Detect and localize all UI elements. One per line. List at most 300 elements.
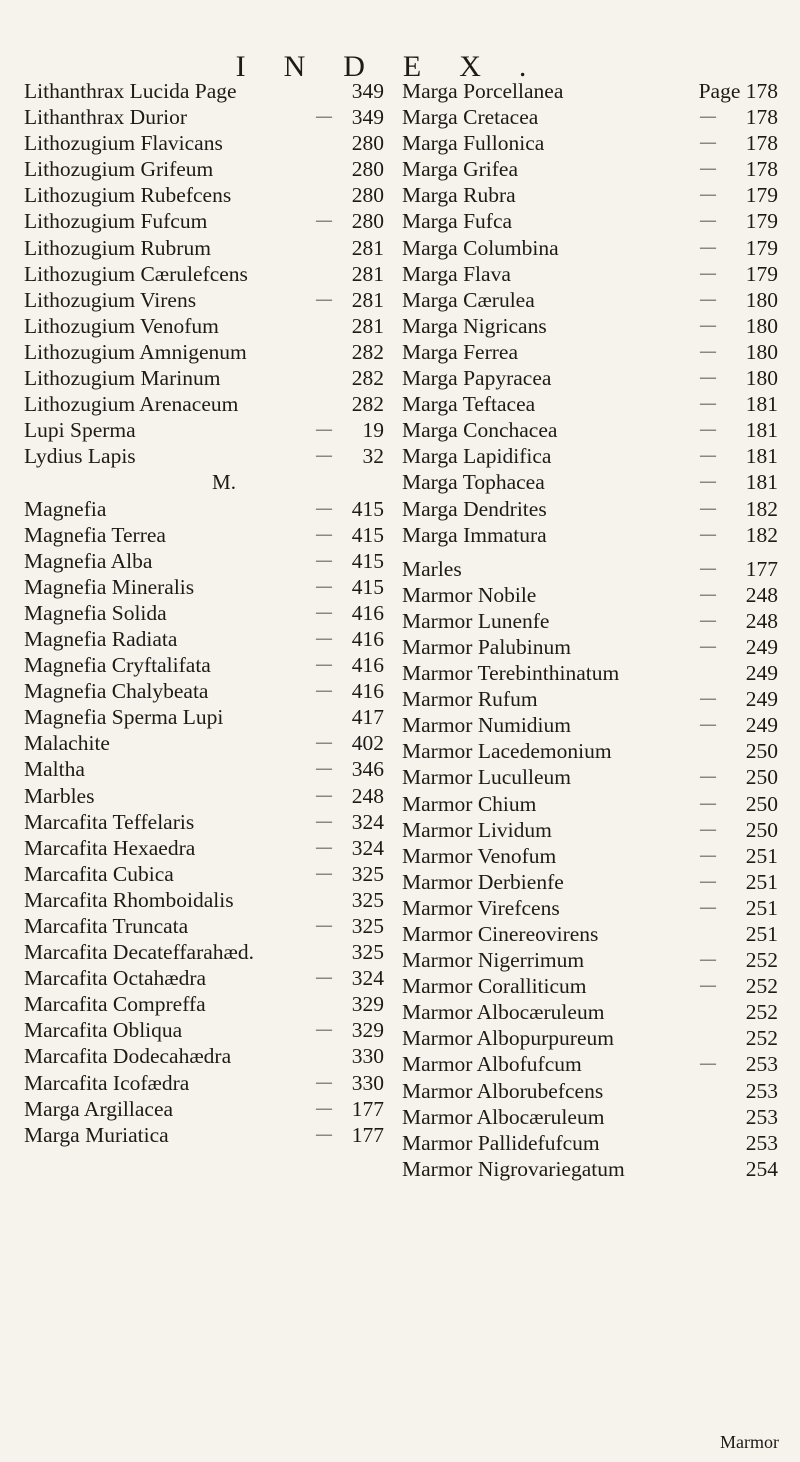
leader-dash: — (316, 1125, 332, 1143)
entry-name: Marga Cærulea (402, 287, 535, 312)
entry-page-number: 252 (745, 1026, 778, 1051)
leader-dash: — (700, 1055, 716, 1073)
index-entry (402, 843, 778, 869)
leader-dash: — (316, 969, 332, 987)
entry-page-number: 178 (745, 157, 778, 182)
index-entry (24, 443, 384, 469)
index-entry (402, 1025, 778, 1051)
index-entry (402, 156, 778, 182)
index-entry (402, 582, 778, 608)
index-entry (402, 712, 778, 738)
leader-dash: — (316, 447, 332, 465)
entry-page-number: 325 (351, 914, 384, 938)
entry-page-number: 415 (351, 548, 384, 573)
leader-dash: — (700, 369, 716, 387)
entry-name: Marmor Lacedemonium (402, 739, 612, 764)
entry-name: Marmor Venofum (402, 843, 557, 868)
index-entry (402, 1051, 778, 1077)
index-entry (402, 417, 778, 443)
entry-name: Marcafita Compreffa (24, 992, 206, 1017)
index-entry (24, 730, 384, 756)
index-entry (402, 921, 778, 947)
entry-name: Marga Lapidifica (402, 444, 552, 469)
entry-name: Marmor Albofufcum (402, 1052, 582, 1077)
entry-name: Magnefia Solida (24, 600, 167, 625)
entry-name: Lithozugium Cærulefcens (24, 261, 248, 286)
entry-page-number: 416 (351, 653, 384, 678)
entry-name: Magnefia Alba (24, 548, 153, 573)
index-entry (402, 764, 778, 790)
index-entry (402, 313, 778, 339)
entry-name: Marmor Terebinthinatum (402, 661, 620, 686)
leader-dash: — (316, 1073, 332, 1091)
leader-dash: — (316, 525, 332, 543)
entry-name: Magnefia Cryftalifata (24, 653, 211, 678)
leader-dash: — (316, 551, 332, 569)
entry-page-number: Page 178 (698, 79, 778, 103)
index-entry (402, 556, 778, 582)
entry-page-number: 402 (351, 731, 384, 756)
index-entry (402, 365, 778, 391)
entry-page-number: 253 (745, 1130, 778, 1155)
entry-page-number: 325 (351, 940, 384, 965)
entry-page-number: 32 (362, 444, 384, 469)
entry-page-number: 248 (745, 582, 778, 607)
index-entry (402, 130, 778, 156)
entry-name: Marmor Albocæruleum (402, 1104, 605, 1129)
index-entry (24, 235, 384, 261)
index-entry (24, 678, 384, 704)
leader-dash: — (316, 812, 332, 830)
section-letter: M. (212, 470, 236, 495)
entry-page-number: 249 (745, 713, 778, 738)
entry-page-number: 252 (745, 948, 778, 973)
entry-name: Marga Porcellanea (402, 79, 564, 103)
entry-page-number: 349 (351, 79, 384, 103)
entry-page-number: 251 (745, 895, 778, 920)
entry-page-number: 249 (745, 687, 778, 712)
leader-dash: — (700, 108, 716, 126)
entry-name: Lithozugium Virens (24, 287, 197, 312)
index-entry (402, 791, 778, 817)
entry-page-number: 415 (351, 496, 384, 521)
index-entry (24, 313, 384, 339)
entry-name: Marcafita Decateffarahæd. (24, 940, 254, 965)
entry-page-number: 324 (351, 966, 384, 991)
entry-page-number: 329 (351, 1018, 384, 1043)
entry-page-number: 417 (351, 705, 384, 730)
leader-dash: — (700, 820, 716, 838)
entry-page-number: 280 (351, 209, 384, 234)
leader-dash: — (700, 525, 716, 543)
entry-page-number: 346 (351, 757, 384, 782)
entry-name: Marles (402, 556, 462, 581)
index-entry (24, 574, 384, 600)
entry-name: Magnefia Mineralis (24, 574, 195, 599)
entry-name: Marmor Chium (402, 791, 537, 816)
index-entry (402, 104, 778, 130)
index-column-left (24, 78, 384, 1148)
leader-dash: — (700, 238, 716, 256)
index-entry (402, 869, 778, 895)
entry-name: Magnefia Chalybeata (24, 679, 209, 704)
entry-page-number: 325 (351, 861, 384, 886)
index-entry (402, 443, 778, 469)
entry-name: Marmor Alborubefcens (402, 1078, 604, 1103)
entry-name: Marmor Cinereovirens (402, 922, 599, 946)
entry-name: Marcafita Octahædra (24, 966, 207, 991)
index-entry (24, 704, 384, 730)
index-entry (24, 130, 384, 156)
index-entry (402, 496, 778, 522)
entry-name: Marga Tophacea (402, 470, 545, 495)
entry-page-number: 181 (745, 392, 778, 417)
leader-dash: — (316, 838, 332, 856)
leader-dash: — (316, 421, 332, 439)
index-entry (24, 887, 384, 913)
index-entry (402, 1130, 778, 1156)
entry-page-number: 248 (351, 783, 384, 808)
index-entry (24, 391, 384, 417)
entry-page-number: 177 (351, 1096, 384, 1121)
entry-page-number: 416 (351, 600, 384, 625)
entry-name: Lithozugium Flavicans (24, 131, 223, 156)
leader-dash: — (316, 864, 332, 882)
leader-dash: — (316, 577, 332, 595)
index-entry (24, 182, 384, 208)
entry-page-number: 329 (351, 992, 384, 1017)
entry-name: Marmor Virefcens (402, 895, 560, 920)
page-header: INDEX. (235, 50, 565, 83)
leader-dash: — (700, 473, 716, 491)
entry-page-number: 253 (745, 1078, 778, 1103)
leader-dash: — (700, 342, 716, 360)
index-entry (24, 809, 384, 835)
entry-page-number: 281 (351, 287, 384, 312)
index-entry (24, 78, 384, 104)
entry-page-number: 252 (745, 974, 778, 999)
index-entry (24, 287, 384, 313)
entry-name: Marmor Albocæruleum (402, 1000, 605, 1025)
index-entry (402, 339, 778, 365)
entry-page-number: 280 (351, 157, 384, 182)
leader-dash: — (700, 559, 716, 577)
entry-name: Lithozugium Amnigenum (24, 339, 247, 364)
index-entry (402, 522, 778, 548)
leader-dash: — (316, 499, 332, 517)
index-entry (24, 652, 384, 678)
leader-dash: — (316, 1099, 332, 1117)
entry-page-number: 416 (351, 679, 384, 704)
leader-dash: — (700, 768, 716, 786)
entry-name: Marmor Pallidefufcum (402, 1130, 600, 1155)
index-entry (24, 522, 384, 548)
entry-page-number: 249 (745, 634, 778, 659)
entry-name: Marmor Albopurpureum (402, 1026, 614, 1051)
entry-page-number: 179 (745, 235, 778, 260)
entry-page-number: 249 (745, 661, 778, 686)
index-entry (402, 686, 778, 712)
entry-name: Marga Ferrea (402, 339, 519, 364)
entry-name: Marmor Nigrovariegatum (402, 1156, 625, 1181)
index-entry (24, 600, 384, 626)
index-entry (402, 208, 778, 234)
entry-page-number: 250 (745, 739, 778, 764)
entry-page-number: 182 (745, 496, 778, 521)
index-entry (402, 634, 778, 660)
leader-dash: — (316, 603, 332, 621)
entry-name: Marga Nigricans (402, 313, 547, 338)
leader-dash: — (700, 290, 716, 308)
leader-dash: — (316, 629, 332, 647)
leader-dash: — (700, 846, 716, 864)
entry-name: Marcafita Dodecahædra (24, 1044, 232, 1069)
entry-page-number: 19 (362, 418, 384, 443)
entry-name: Marmor Numidium (402, 713, 571, 738)
entry-name: Magnefia Sperma Lupi (24, 705, 224, 730)
index-entry (402, 973, 778, 999)
index-entry (24, 835, 384, 861)
entry-page-number: 180 (745, 313, 778, 338)
leader-dash: — (700, 395, 716, 413)
entry-page-number: 252 (745, 1000, 778, 1025)
index-entry (24, 1122, 384, 1148)
entry-name: Lithozugium Marinum (24, 366, 221, 391)
index-entry (24, 496, 384, 522)
entry-page-number: 180 (745, 339, 778, 364)
index-entry (402, 78, 778, 104)
catchword: Marmor (720, 1432, 779, 1452)
entry-page-number: 179 (745, 183, 778, 208)
entry-name: Marmor Nobile (402, 582, 537, 607)
leader-dash: — (700, 611, 716, 629)
entry-name: Marcafita Obliqua (24, 1018, 183, 1043)
entry-name: Magnefia Terrea (24, 522, 166, 547)
leader-dash: — (700, 499, 716, 517)
leader-dash: — (700, 977, 716, 995)
entry-page-number: 250 (745, 765, 778, 790)
leader-dash: — (700, 690, 716, 708)
entry-page-number: 349 (351, 105, 384, 130)
index-entry (24, 365, 384, 391)
index-entry (24, 939, 384, 965)
entry-page-number: 253 (745, 1052, 778, 1077)
leader-dash: — (700, 872, 716, 890)
entry-page-number: 180 (745, 366, 778, 391)
entry-page-number: 282 (351, 366, 384, 391)
entry-name: Marga Fullonica (402, 131, 545, 156)
entry-page-number: 253 (745, 1104, 778, 1129)
entry-page-number: 177 (745, 556, 778, 581)
entry-page-number: 179 (745, 261, 778, 286)
leader-dash: — (316, 290, 332, 308)
entry-name: Marga Teftacea (402, 392, 536, 417)
index-entry (24, 104, 384, 130)
entry-page-number: 281 (351, 261, 384, 286)
entry-name: Malachite (24, 731, 110, 756)
index-entry (24, 548, 384, 574)
entry-name: Marcafita Cubica (24, 861, 174, 886)
leader-dash: — (700, 716, 716, 734)
entry-page-number: 280 (351, 183, 384, 208)
index-entry (402, 235, 778, 261)
index-entry (24, 783, 384, 809)
entry-page-number: 415 (351, 574, 384, 599)
entry-page-number: 282 (351, 392, 384, 417)
leader-dash: — (316, 786, 332, 804)
entry-name: Marmor Coralliticum (402, 974, 587, 999)
index-entry (24, 156, 384, 182)
leader-dash: — (700, 212, 716, 230)
index-entry (402, 391, 778, 417)
entry-name: Lithanthrax Durior (24, 105, 187, 130)
entry-page-number: 251 (745, 843, 778, 868)
entry-name: Marcafita Icofædra (24, 1070, 190, 1095)
entry-name: Marga Cretacea (402, 105, 539, 130)
entry-page-number: 415 (351, 522, 384, 547)
leader-dash: — (316, 760, 332, 778)
entry-page-number: 181 (745, 444, 778, 469)
entry-name: Marga Papyracea (402, 366, 552, 391)
entry-name: Marga Conchacea (402, 418, 558, 443)
index-entry (24, 756, 384, 782)
leader-dash: — (700, 186, 716, 204)
entry-page-number: 251 (745, 922, 778, 946)
index-entry (402, 182, 778, 208)
entry-name: Marga Muriatica (24, 1122, 169, 1147)
entry-name: Marcafita Rhomboidalis (24, 887, 234, 912)
leader-dash: — (700, 160, 716, 178)
entry-name: Magnefia Radiata (24, 626, 178, 651)
index-entry (402, 738, 778, 764)
index-entry (24, 339, 384, 365)
index-entry (24, 1070, 384, 1096)
entry-page-number: 248 (745, 608, 778, 633)
entry-page-number: 181 (745, 418, 778, 443)
spacer (402, 548, 778, 556)
entry-page-number: 330 (351, 1070, 384, 1095)
entry-name: Lupi Sperma (24, 418, 136, 443)
entry-page-number: 180 (745, 287, 778, 312)
index-entry (402, 817, 778, 843)
entry-name: Marmor Luculleum (402, 765, 571, 790)
entry-name: Marga Flava (402, 261, 511, 286)
entry-page-number: 177 (351, 1122, 384, 1147)
index-entry (24, 965, 384, 991)
entry-name: Marga Fufca (402, 209, 513, 234)
entry-name: Marmor Rufum (402, 687, 538, 712)
leader-dash: — (700, 637, 716, 655)
entry-page-number: 324 (351, 835, 384, 860)
entry-name: Lithozugium Grifeum (24, 157, 214, 182)
entry-name: Marga Dendrites (402, 496, 547, 521)
leader-dash: — (316, 108, 332, 126)
entry-name: Lydius Lapis (24, 444, 136, 469)
leader-dash: — (700, 421, 716, 439)
leader-dash: — (316, 734, 332, 752)
entry-name: Marmor Lividum (402, 817, 552, 842)
entry-page-number: 282 (351, 339, 384, 364)
index-entry (402, 261, 778, 287)
leader-dash: — (700, 447, 716, 465)
entry-name: Lithanthrax Lucida Page (24, 79, 237, 103)
index-entry (24, 1043, 384, 1069)
entry-name: Marga Columbina (402, 235, 559, 260)
leader-dash: — (316, 917, 332, 934)
entry-name: Lithozugium Arenaceum (24, 392, 239, 417)
index-entry (24, 626, 384, 652)
index-entry (402, 999, 778, 1025)
leader-dash: — (700, 951, 716, 969)
entry-name: Marga Grifea (402, 157, 519, 182)
leader-dash: — (700, 794, 716, 812)
entry-name: Marcafita Hexaedra (24, 835, 196, 860)
entry-page-number: 182 (745, 522, 778, 547)
entry-page-number: 324 (351, 809, 384, 834)
index-entry (24, 1017, 384, 1043)
entry-page-number: 251 (745, 869, 778, 894)
index-entry (402, 1078, 778, 1104)
index-entry (402, 895, 778, 921)
entry-page-number: 178 (745, 105, 778, 130)
entry-page-number: 281 (351, 235, 384, 260)
entry-page-number: 280 (351, 131, 384, 156)
leader-dash: — (700, 134, 716, 152)
index-entry (402, 1156, 778, 1182)
entry-page-number: 250 (745, 791, 778, 816)
index-entry (402, 660, 778, 686)
entry-name: Lithozugium Fufcum (24, 209, 208, 234)
index-entry (402, 1104, 778, 1130)
entry-page-number: 325 (351, 887, 384, 912)
index-entry (402, 469, 778, 495)
entry-name: Marga Rubra (402, 183, 516, 208)
entry-name: Maltha (24, 757, 85, 782)
entry-name: Magnefia (24, 496, 107, 521)
index-entry (402, 287, 778, 313)
entry-page-number: 281 (351, 313, 384, 338)
entry-page-number: 178 (745, 131, 778, 156)
index-entry (402, 947, 778, 973)
entry-page-number: 181 (745, 470, 778, 495)
leader-dash: — (700, 316, 716, 334)
leader-dash: — (700, 898, 716, 916)
entry-name: Marmor Nigerrimum (402, 948, 585, 973)
entry-name: Marga Argillacea (24, 1096, 174, 1121)
leader-dash: — (316, 212, 332, 230)
entry-name: Marmor Lunenfe (402, 608, 550, 633)
index-entry (24, 417, 384, 443)
entry-page-number: 250 (745, 817, 778, 842)
entry-page-number: 254 (745, 1156, 778, 1181)
entry-page-number: 416 (351, 626, 384, 651)
entry-page-number: 179 (745, 209, 778, 234)
entry-name: Marmor Derbienfe (402, 869, 564, 894)
leader-dash: — (316, 682, 332, 700)
leader-dash: — (700, 585, 716, 603)
entry-name: Marga Immatura (402, 522, 547, 547)
entry-name: Marbles (24, 783, 95, 808)
entry-name: Marcafita Teffelaris (24, 809, 195, 834)
entry-name: Lithozugium Venofum (24, 313, 219, 338)
index-entry (402, 608, 778, 634)
index-entry (24, 1096, 384, 1122)
entry-page-number: 330 (351, 1044, 384, 1069)
index-entry (24, 913, 384, 939)
entry-name: Lithozugium Rubefcens (24, 183, 232, 208)
leader-dash: — (700, 264, 716, 282)
index-entry (24, 261, 384, 287)
